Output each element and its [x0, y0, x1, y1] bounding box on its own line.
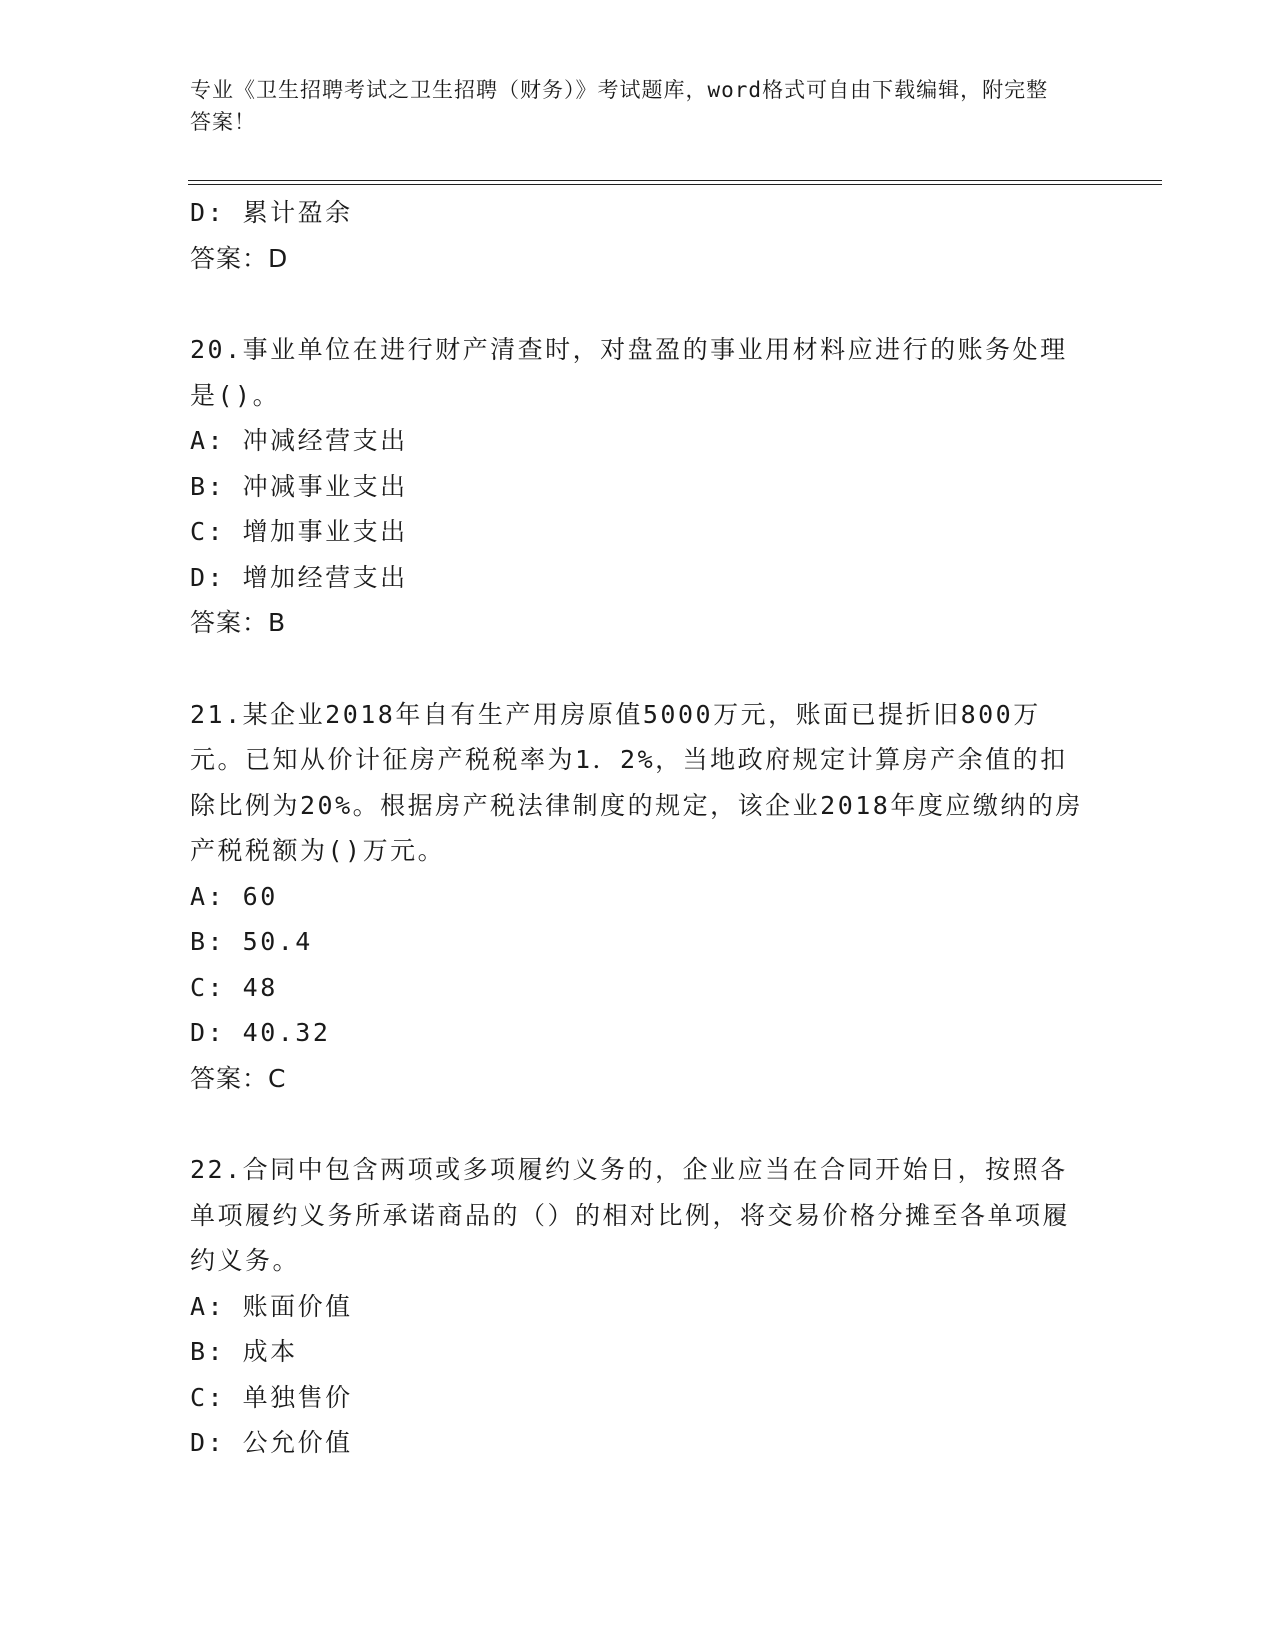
- question-22-text: 22.合同中包含两项或多项履约义务的，企业应当在合同开始日，按照各单项履约义务所承诺商品的（）的相对比例，将交易价格分摊至各单项履约义务。: [190, 1155, 1071, 1275]
- question-20-text: 20.事业单位在进行财产清查时，对盘盈的事业用材料应进行的账务处理是()。: [190, 335, 1068, 410]
- spacer: [190, 281, 1090, 327]
- prev-answer: 答案：D: [190, 243, 289, 273]
- question-20-option-d: D: 增加经营支出: [190, 562, 408, 592]
- prev-option-d: D: 累计盈余: [190, 198, 353, 227]
- question-22-option-a: A: 账面价值: [190, 1291, 353, 1321]
- question-20-option-c: C: 增加事业支出: [190, 517, 408, 546]
- question-20-option-b: B: 冲减事业支出: [190, 471, 408, 501]
- question-21-answer: 答案：C: [190, 1063, 287, 1093]
- question-22-option-b: B: 成本: [190, 1337, 298, 1366]
- spacer: [190, 646, 1090, 692]
- question-21-option-c: C: 48: [190, 972, 278, 1002]
- question-22-option-c: C: 单独售价: [190, 1382, 353, 1412]
- document-header: 专业《卫生招聘考试之卫生招聘（财务）》考试题库，word格式可自由下载编辑，附完整答案！: [190, 78, 1049, 134]
- question-21-option-b: B: 50.4: [190, 927, 313, 956]
- question-20-option-a: A: 冲减经营支出: [190, 426, 408, 455]
- question-20-answer: 答案：B: [190, 608, 287, 637]
- question-21-option-d: D: 40.32: [190, 1018, 331, 1047]
- question-21-option-a: A: 60: [190, 881, 278, 911]
- spacer: [190, 1101, 1090, 1147]
- question-list: [190, 190, 1090, 1466]
- question-21-text: 21.某企业2018年自有生产用房原值5000万元，账面已提折旧800万元。已知从价计征房产税税率为1．2%，当地政府规定计算房产余值的扣除比例为20%。根据房产税法律制度的规定，该企业2018年度应缴纳的房产税税额为()万元。: [190, 699, 1083, 865]
- question-22-option-d: D: 公允价值: [190, 1428, 353, 1457]
- header-divider: [188, 180, 1162, 185]
